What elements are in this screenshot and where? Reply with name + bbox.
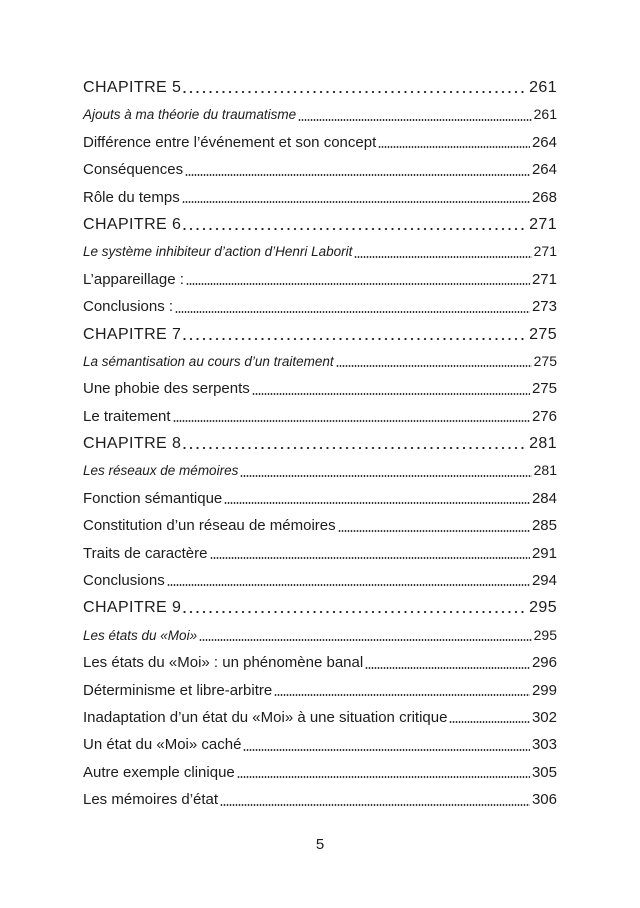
toc-chapter-row	[83, 430, 557, 457]
toc-entry-page-number: 264	[531, 161, 557, 179]
chapter-title: CHAPITRE 8	[83, 435, 182, 453]
toc-entry-label: Rôle du temps	[83, 188, 180, 206]
table-of-contents	[83, 74, 557, 814]
toc-entry-label: Les états du «Moi» : un phénomène banal	[83, 654, 364, 672]
chapter-page-number: 275	[529, 325, 557, 343]
toc-entry-page-number: 305	[531, 763, 557, 781]
dot-leader	[338, 530, 530, 532]
section-heading-label: Les réseaux de mémoires	[83, 463, 239, 479]
dot-leader	[365, 667, 530, 669]
toc-entry-label: Autre exemple clinique	[83, 763, 235, 781]
toc-entry-page-number: 284	[531, 489, 557, 507]
dot-leader	[185, 174, 530, 176]
chapter-title: CHAPITRE 5	[83, 78, 182, 96]
dot-leader	[183, 338, 527, 340]
toc-entry-row	[83, 649, 557, 676]
toc-entry-label: Un état du «Moi» caché	[83, 736, 242, 754]
dot-leader	[224, 502, 530, 504]
toc-entry-label: Constitution d’un réseau de mémoires	[83, 517, 336, 535]
dot-leader	[183, 228, 527, 230]
toc-entry-row	[83, 677, 557, 704]
dot-leader	[167, 584, 530, 586]
dot-leader	[449, 721, 530, 723]
toc-entry-row	[83, 293, 557, 320]
toc-entry-row	[83, 403, 557, 430]
section-heading-page-number: 271	[533, 243, 557, 260]
toc-entry-label: Différence entre l’événement et son concept	[83, 133, 377, 151]
dot-leader	[252, 393, 530, 395]
toc-section-heading-row	[83, 457, 557, 484]
toc-chapter-row	[83, 321, 557, 348]
toc-entry-label: Conclusions :	[83, 298, 174, 316]
toc-entry-row	[83, 567, 557, 594]
dot-leader	[210, 557, 530, 559]
chapter-title: CHAPITRE 9	[83, 599, 182, 617]
chapter-page-number: 271	[529, 215, 557, 233]
toc-entry-page-number: 276	[531, 407, 557, 425]
toc-entry-label: Déterminisme et libre-arbitre	[83, 681, 273, 699]
toc-entry-page-number: 302	[531, 708, 557, 726]
toc-entry-label: L’appareillage :	[83, 270, 184, 288]
toc-entry-page-number: 303	[531, 736, 557, 754]
toc-entry-row	[83, 375, 557, 402]
section-heading-page-number: 275	[533, 352, 557, 369]
toc-entry-page-number: 271	[531, 270, 557, 288]
dot-leader	[336, 365, 532, 367]
section-heading-label: La sémantisation au cours d’un traitement	[83, 353, 334, 369]
toc-entry-label: Une phobie des serpents	[83, 380, 250, 398]
toc-entry-page-number: 294	[531, 572, 557, 590]
toc-entry-page-number: 285	[531, 517, 557, 535]
toc-entry-label: Conséquences	[83, 161, 184, 179]
dot-leader	[182, 201, 530, 203]
section-heading-page-number: 281	[533, 462, 557, 479]
toc-entry-page-number: 306	[531, 791, 557, 809]
toc-section-heading-row	[83, 348, 557, 375]
dot-leader	[298, 119, 532, 121]
toc-entry-row	[83, 704, 557, 731]
toc-chapter-row	[83, 211, 557, 238]
toc-entry-row	[83, 184, 557, 211]
toc-entry-page-number: 291	[531, 544, 557, 562]
toc-entry-row	[83, 156, 557, 183]
section-heading-page-number: 295	[533, 626, 557, 643]
dot-leader	[175, 311, 530, 313]
dot-leader	[183, 611, 527, 613]
chapter-page-number: 295	[529, 599, 557, 617]
chapter-page-number: 281	[529, 435, 557, 453]
dot-leader	[378, 146, 530, 148]
toc-entry-page-number: 296	[531, 654, 557, 672]
section-heading-label: Ajouts à ma théorie du traumatisme	[83, 107, 297, 123]
toc-entry-label: Fonction sémantique	[83, 489, 223, 507]
dot-leader	[237, 776, 530, 778]
toc-entry-label: Traits de caractère	[83, 544, 208, 562]
toc-entry-page-number: 299	[531, 681, 557, 699]
dot-leader	[274, 694, 530, 696]
dot-leader	[354, 256, 531, 258]
toc-entry-row	[83, 512, 557, 539]
dot-leader	[183, 91, 527, 93]
toc-entry-row	[83, 786, 557, 813]
toc-entry-row	[83, 540, 557, 567]
toc-entry-row	[83, 731, 557, 758]
toc-entry-row	[83, 485, 557, 512]
page-number: 5	[315, 836, 325, 853]
toc-section-heading-row	[83, 622, 557, 649]
toc-entry-row	[83, 759, 557, 786]
chapter-title: CHAPITRE 7	[83, 325, 182, 343]
dot-leader	[240, 475, 531, 477]
toc-entry-page-number: 273	[531, 298, 557, 316]
toc-entry-label: Les mémoires d’état	[83, 791, 219, 809]
chapter-page-number: 261	[529, 78, 557, 96]
dot-leader	[199, 639, 532, 641]
toc-entry-page-number: 264	[531, 133, 557, 151]
toc-chapter-row	[83, 74, 557, 101]
dot-leader	[186, 283, 530, 285]
chapter-title: CHAPITRE 6	[83, 215, 182, 233]
dot-leader	[243, 749, 530, 751]
toc-entry-page-number: 275	[531, 380, 557, 398]
toc-entry-row	[83, 129, 557, 156]
toc-entry-row	[83, 266, 557, 293]
toc-section-heading-row	[83, 238, 557, 265]
toc-entry-label: Inadaptation d’un état du «Moi» à une situation critique	[83, 708, 448, 726]
section-heading-label: Le système inhibiteur d’action d’Henri Laborit	[83, 244, 353, 260]
toc-chapter-row	[83, 594, 557, 621]
toc-entry-label: Le traitement	[83, 407, 171, 425]
section-heading-label: Les états du «Moi»	[83, 627, 198, 643]
dot-leader	[220, 804, 530, 806]
dot-leader	[173, 420, 530, 422]
toc-section-heading-row	[83, 101, 557, 128]
toc-entry-page-number: 268	[531, 188, 557, 206]
toc-entry-label: Conclusions	[83, 572, 165, 590]
dot-leader	[183, 447, 527, 449]
section-heading-page-number: 261	[533, 106, 557, 123]
